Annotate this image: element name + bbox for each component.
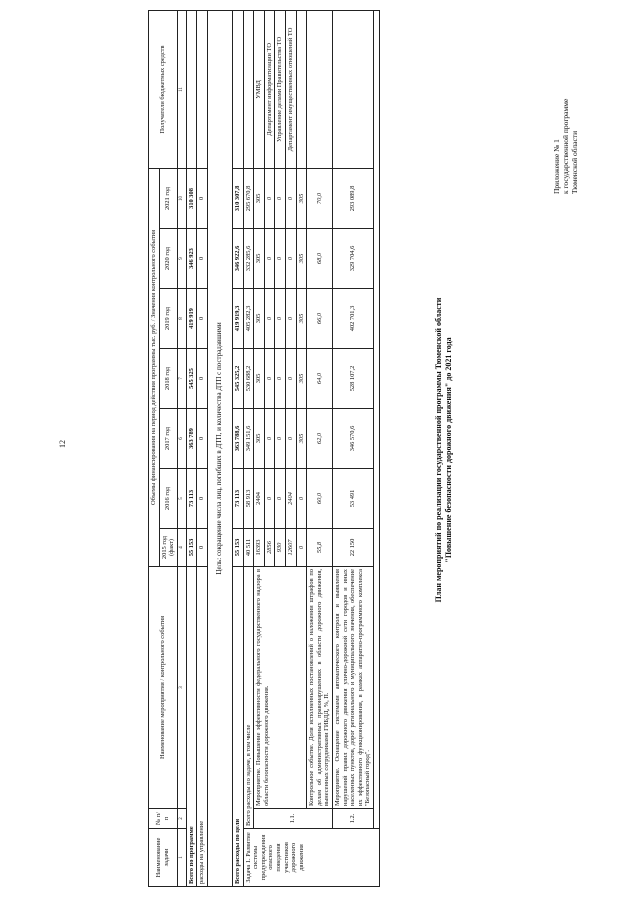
goal-recipient (232, 10, 243, 168)
control-value: 66,0 (307, 289, 333, 349)
cell-value: 0 (264, 349, 275, 409)
cell-value: 305 (296, 229, 307, 289)
cell-value: 0 (264, 409, 275, 469)
header-recipient: Получатели бюджетных средств (149, 10, 178, 168)
header-year: 2018 год (159, 349, 177, 409)
col-num: 5 (177, 469, 186, 529)
recipient-cell: Департамент имущественных отношений ТО (285, 10, 296, 168)
cell-value: 329 704,6 (332, 229, 373, 289)
cell-value: 0 (285, 229, 296, 289)
cell-value: 402 701,3 (332, 289, 373, 349)
cell-value: 0 (285, 289, 296, 349)
header-row (149, 10, 160, 886)
recipient-cell (296, 10, 307, 168)
goal-row (207, 10, 232, 886)
goal-value: 55 153 (232, 529, 243, 567)
management-recipient (197, 10, 208, 168)
header-year: 2015 год (факт) (159, 529, 177, 567)
program-total-row (186, 10, 197, 886)
cell-value: 0 (275, 469, 286, 529)
appendix-line-1: Приложение № 1 (552, 139, 561, 194)
program-value: 545 325 (186, 349, 197, 409)
cell-value: 346 570,6 (332, 409, 373, 469)
header-year: 2019 год (159, 289, 177, 349)
cell-value: 305 (296, 349, 307, 409)
cell-value: 12607 (285, 529, 296, 567)
cell-value: 0 (275, 409, 286, 469)
cell-value: 305 (254, 168, 265, 228)
recipient-cell: УМВД (254, 10, 265, 168)
col-num: 3 (177, 567, 186, 809)
header-funding-group: Объемы финансирования на период действия программы тыс. руб. / Значения контрольного события (149, 168, 160, 566)
header-year: 2017 год (159, 409, 177, 469)
item-1-2-event: Мероприятие. Оснащение системами автоматического контроля и выявления нарушений правил дорожного движения улично-дорожной сети городов и иных населенных пунктов, дорог регионального и муниципального значения, обеспечение их эффективного функционирования, в рамках аппаратно-программного комплекса "Безопасный город". (332, 567, 373, 809)
table-row (254, 10, 265, 886)
goal-total-label: Всего расходы по цели (232, 567, 243, 887)
control-recipient (307, 10, 333, 168)
cell-value: 0 (275, 349, 286, 409)
cell-value: 0 (296, 469, 307, 529)
header-event-name: Наименование мероприятия / контрольного события (149, 567, 178, 809)
program-value: 346 923 (186, 229, 197, 289)
task1-total-label: Всего расходы по задаче, в том числе (243, 567, 254, 829)
recipient-cell: Управление делами Правительства ТО (275, 10, 286, 168)
management-value: 0 (197, 289, 208, 349)
item-1-2-recipient (332, 10, 373, 168)
task1-value: 349 151,6 (243, 409, 254, 469)
header-year: 2021 год (159, 168, 177, 228)
cell-value: 0 (285, 409, 296, 469)
control-event-text: Контрольное событие. Доля исполненных постановлений о наложении штрафов по делам об административных правонарушениях в области дорожного движения, вынесенных сотрудниками ГИБДД, %, П. (307, 567, 333, 809)
goal-value: 310 307,8 (232, 168, 243, 228)
control-value: 64,0 (307, 349, 333, 409)
plan-table (148, 10, 380, 887)
cell-value: 930 (275, 529, 286, 567)
col-num: 4 (177, 529, 186, 567)
management-value: 0 (197, 409, 208, 469)
col-num: 1 (177, 829, 186, 887)
header-year: 2016 год (159, 469, 177, 529)
cell-value: 0 (264, 469, 275, 529)
cell-value: 305 (254, 409, 265, 469)
item-1-1-num: 1.1. (254, 809, 333, 829)
recipient-cell: Департамент информатизации ТО (264, 10, 275, 168)
goal-value: 545 325,2 (232, 349, 243, 409)
cell-value: 53 491 (332, 469, 373, 529)
cell-value: 0 (285, 349, 296, 409)
cell-value: 2404 (254, 469, 265, 529)
management-value: 0 (197, 168, 208, 228)
program-value: 73 113 (186, 469, 197, 529)
program-recipient (186, 10, 197, 168)
task1-value: 405 282,3 (243, 289, 254, 349)
cell-value: 0 (264, 289, 275, 349)
item-1-1-event: Мероприятие. Повышение эффективности федерального государственного надзора в области безопасности дорожного движения. (254, 567, 307, 809)
column-numbers-row (177, 10, 186, 886)
program-value: 363 789 (186, 409, 197, 469)
cell-value: 0 (285, 168, 296, 228)
management-value: 0 (197, 469, 208, 529)
header-year: 2020 год (159, 229, 177, 289)
appendix-line-3: Тюменской области (570, 130, 579, 194)
program-total-label: Всего по программе (186, 567, 197, 887)
goal-value: 419 919,3 (232, 289, 243, 349)
item-1-2-row (332, 10, 373, 886)
program-value: 419 919 (186, 289, 197, 349)
col-num: 2 (177, 809, 186, 829)
management-value: 0 (197, 349, 208, 409)
cell-value: 305 (296, 409, 307, 469)
spacer-cell (373, 10, 379, 828)
header-task-name: Наименование задачи (149, 829, 178, 887)
cell-value: 305 (254, 289, 265, 349)
title-line-2: "Повышение безопасности дорожного движения" до 2021 года (444, 337, 453, 563)
task1-recipient (243, 10, 254, 168)
task1-value: 332 285,6 (243, 229, 254, 289)
cell-value: 305 (296, 289, 307, 349)
col-num: 7 (177, 349, 186, 409)
col-num: 10 (177, 168, 186, 228)
management-value: 0 (197, 229, 208, 289)
goal-total-row (232, 10, 243, 886)
task1-value: 530 688,2 (243, 349, 254, 409)
management-value: 0 (197, 529, 208, 567)
cell-value: 528 107,2 (332, 349, 373, 409)
col-num: 9 (177, 229, 186, 289)
program-value: 55 153 (186, 529, 197, 567)
control-event-row (307, 10, 333, 886)
cell-value: 2856 (264, 529, 275, 567)
control-value: 68,0 (307, 229, 333, 289)
control-value: 60,0 (307, 469, 333, 529)
cell-value: 16393 (254, 529, 265, 567)
cell-value: 305 (296, 168, 307, 228)
appendix-line-2: к государственной программе (561, 98, 570, 194)
cell-value: 0 (275, 168, 286, 228)
cell-value: 305 (254, 349, 265, 409)
appendix-note (552, 34, 579, 194)
program-value: 310 308 (186, 168, 197, 228)
goal-value: 363 788,6 (232, 409, 243, 469)
task1-value: 295 670,8 (243, 168, 254, 228)
cell-value: 0 (275, 289, 286, 349)
col-num: 6 (177, 409, 186, 469)
cell-value: 0 (264, 168, 275, 228)
management-row (197, 10, 208, 886)
item-1-2-num: 1.2. (332, 809, 373, 829)
cell-value: 293 089,8 (332, 168, 373, 228)
title-line-1: План мероприятий по реализации государственной программы Тюменской области (434, 297, 443, 603)
task1-value: 58 913 (243, 469, 254, 529)
header-num: № п/п (149, 809, 178, 829)
task1-total-row (243, 10, 254, 886)
goal-value: 73 113 (232, 469, 243, 529)
col-num: 8 (177, 289, 186, 349)
control-value: 55,8 (307, 529, 333, 567)
cell-value: 0 (275, 229, 286, 289)
task1-value: 40 511 (243, 529, 254, 567)
table-row (373, 10, 379, 886)
cell-value: 0 (264, 229, 275, 289)
col-num: 11 (177, 10, 186, 168)
control-value: 70,0 (307, 168, 333, 228)
document-title (434, 215, 454, 685)
cell-value: 2404 (285, 469, 296, 529)
cell-value: 305 (254, 229, 265, 289)
task1-name: Задача 1. Развитие системы предупреждения опасного поведения участников дорожного движения (243, 829, 379, 887)
page-number: 12 (58, 440, 67, 448)
control-value: 62,0 (307, 409, 333, 469)
cell-value: 22 150 (332, 529, 373, 567)
management-label: расходы на управление (197, 567, 208, 887)
goal-value: 346 922,6 (232, 229, 243, 289)
cell-value: 0 (296, 529, 307, 567)
goal-text: Цель: сокращение числа лиц, погибших в ДТП, и количества ДТП с пострадавшими (207, 10, 232, 886)
